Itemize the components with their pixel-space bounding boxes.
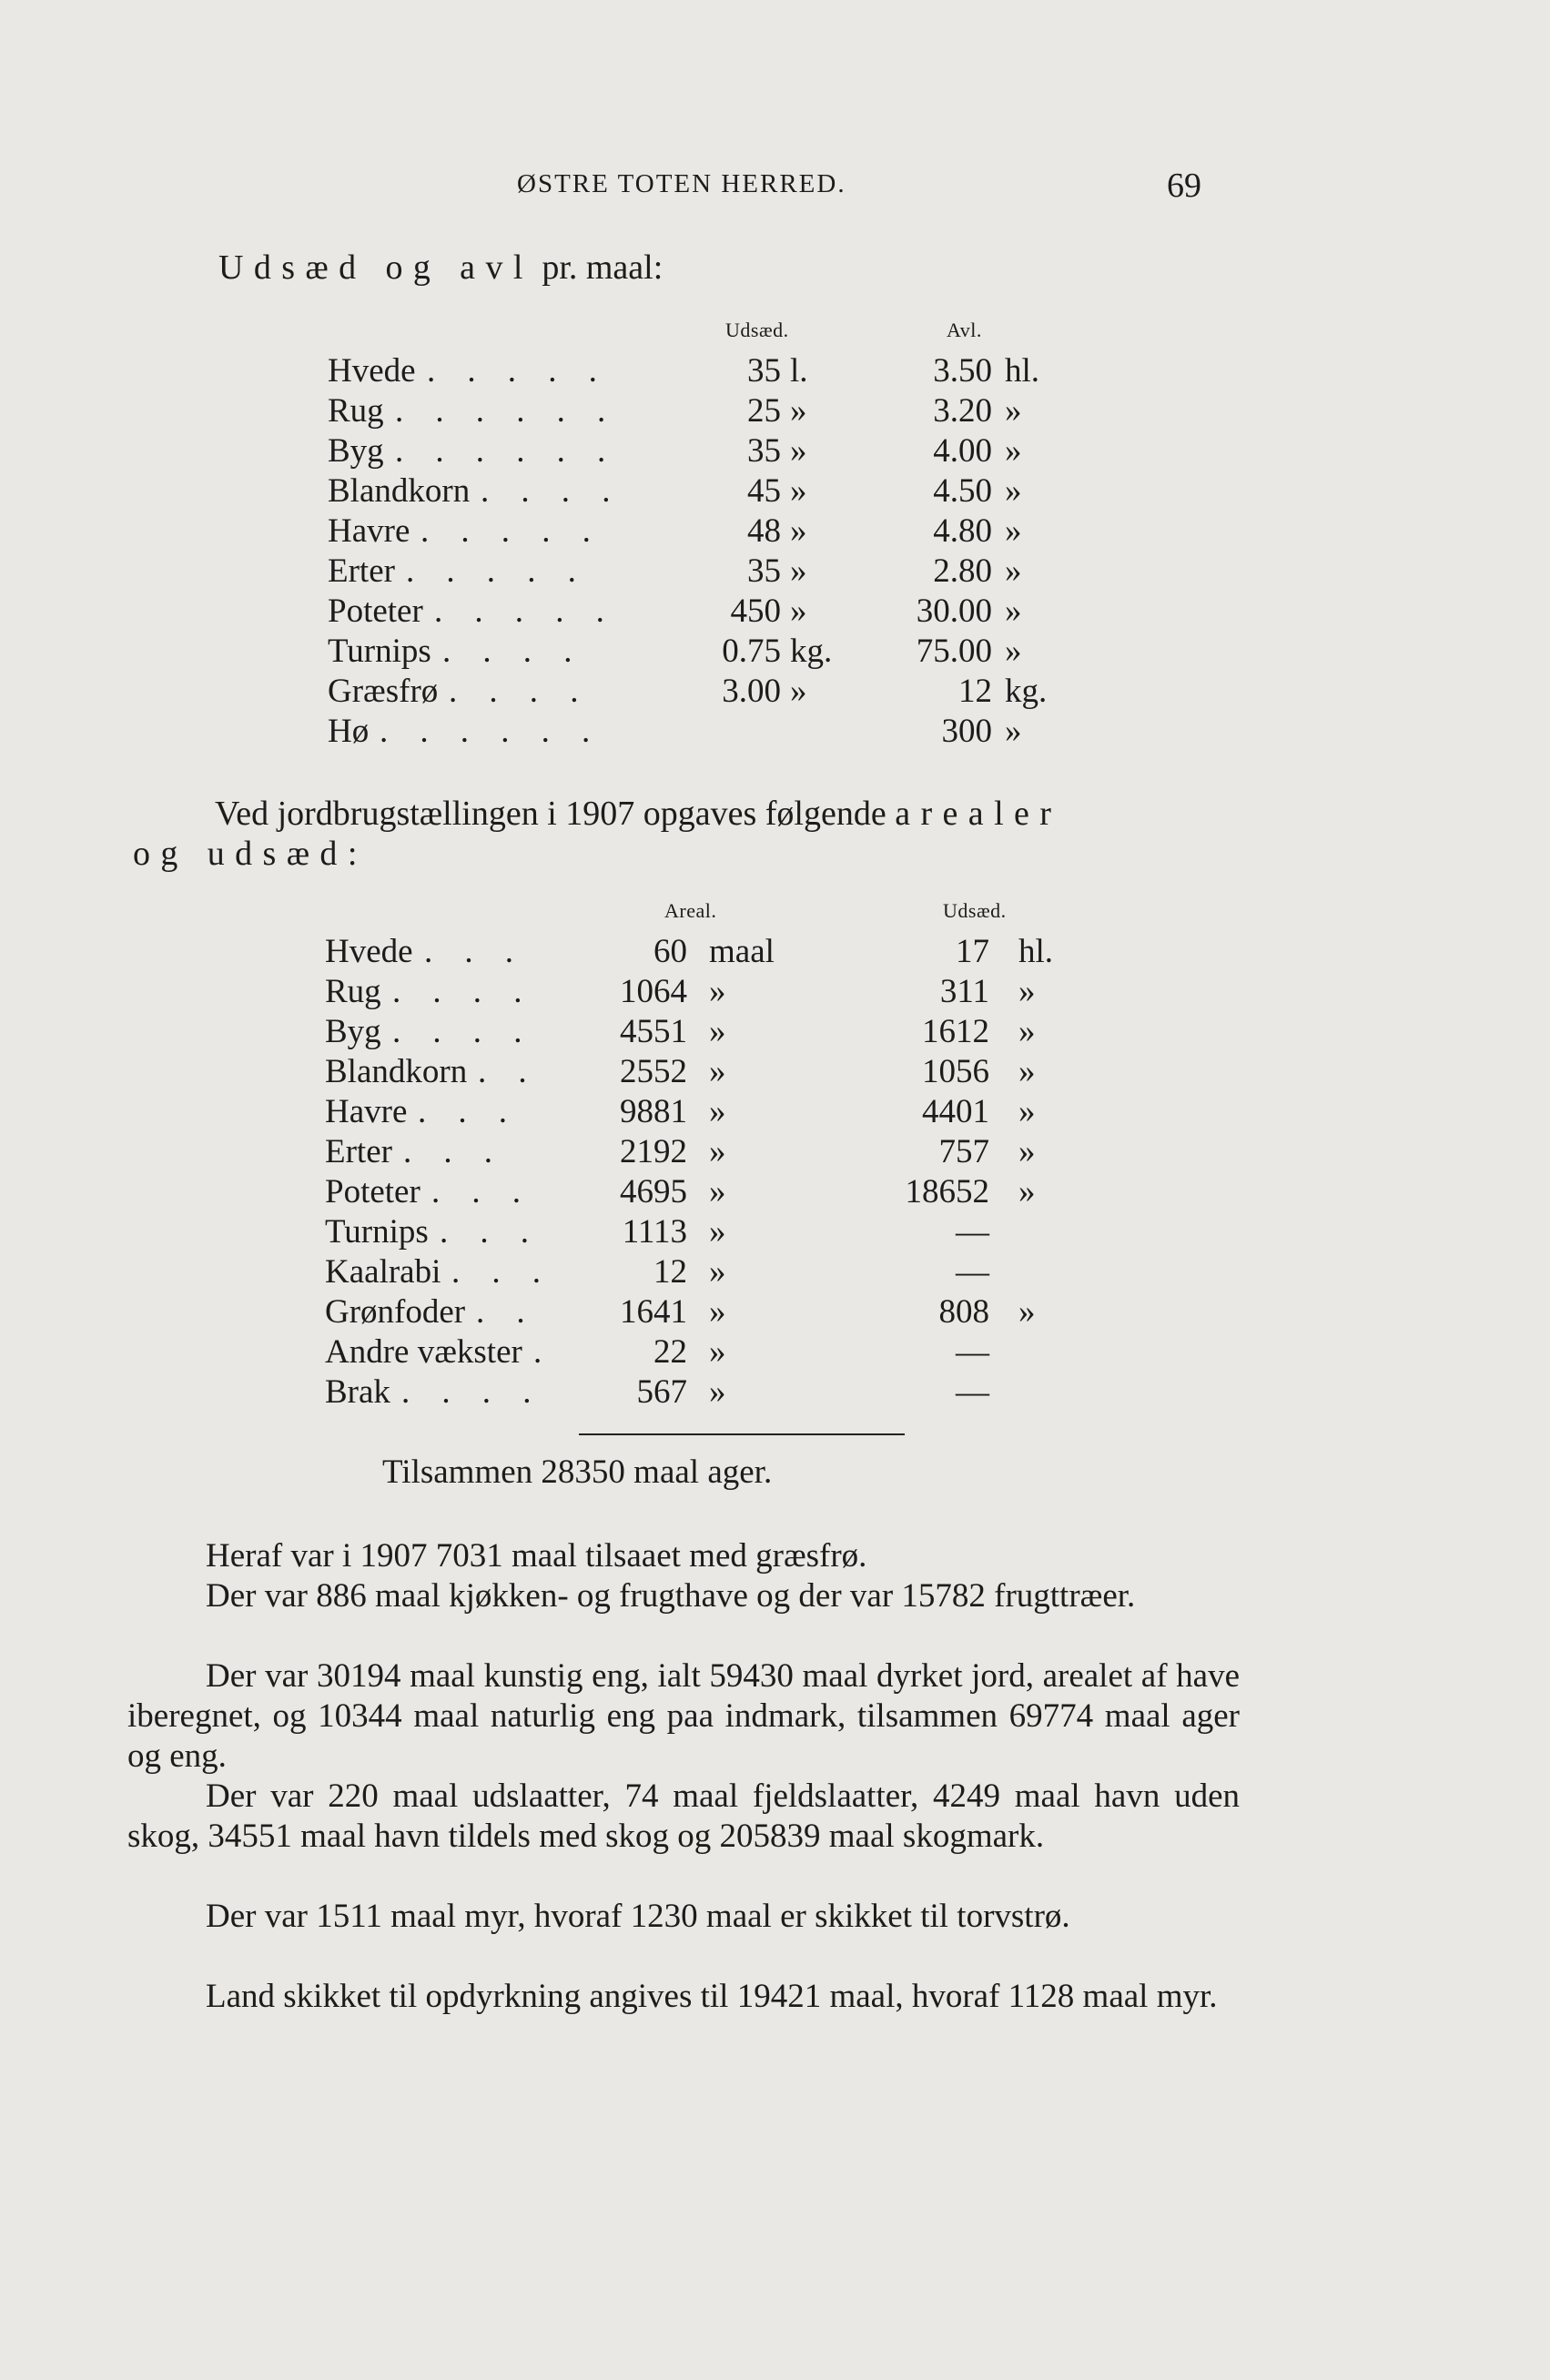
- area-value: 2552: [620, 1053, 687, 1090]
- crop-name: Rug: [325, 973, 381, 1010]
- paragraph-5: Der var 1511 maal myr, hvoraf 1230 maal er skikket til torvstrø.: [206, 1898, 1070, 1935]
- leader-dots: . . .: [418, 1093, 519, 1130]
- seed-value: 808: [938, 1293, 989, 1331]
- seed-value: 35: [747, 432, 781, 470]
- table-row: [328, 431, 1147, 471]
- leader-dots: . . .: [451, 1253, 552, 1291]
- leader-dots: . .: [476, 1293, 537, 1331]
- section2-intro-line2: og udsæd:: [133, 835, 368, 873]
- area-value: 12: [653, 1253, 687, 1291]
- paragraph-4: Der var 220 maal udslaatter, 74 maal fjeldslaatter, 4249 maal havn uden skog, 34551 maal havn tildels med skog og 205839 maal skogmark.: [127, 1777, 1240, 1855]
- leader-dots: . . . .: [392, 1013, 534, 1050]
- seed-unit: »: [1018, 1173, 1036, 1210]
- table-row: [325, 1132, 1144, 1172]
- crop-name: Erter: [325, 1133, 392, 1170]
- heading-rest: pr. maal:: [542, 248, 664, 287]
- seed-unit: »: [1018, 973, 1036, 1010]
- yield-value: 3.50: [933, 352, 992, 390]
- seed-value: —: [956, 1213, 989, 1251]
- leader-dots: . . . . . .: [395, 432, 618, 470]
- area-value: 2192: [620, 1133, 687, 1170]
- area-value: 4695: [620, 1173, 687, 1210]
- crop-name: Byg: [325, 1013, 381, 1050]
- seed-value: 25: [747, 392, 781, 430]
- leader-dots: . . . .: [401, 1373, 543, 1411]
- crop-name: Kaalrabi: [325, 1253, 441, 1291]
- seed-value: 45: [747, 472, 781, 510]
- table-row: [328, 471, 1147, 511]
- leader-dots: . . .: [403, 1133, 504, 1170]
- crop-name: Brak: [325, 1373, 390, 1411]
- yield-unit: »: [1005, 392, 1022, 430]
- seed-unit: »: [1018, 1053, 1036, 1090]
- paragraph-6: Land skikket til opdyrkning angives til 19421 maal, hvoraf 1128 maal myr.: [206, 1978, 1218, 2015]
- crop-name: Poteter: [325, 1173, 420, 1210]
- seed-value: 1612: [922, 1013, 989, 1050]
- table-row: [325, 1052, 1144, 1092]
- table-row: [328, 592, 1147, 632]
- seed-value: 17: [956, 933, 989, 970]
- seed-unit: l.: [790, 352, 808, 390]
- leader-dots: . . . .: [392, 973, 534, 1010]
- crop-name: Rug: [328, 392, 384, 430]
- leader-dots: . . .: [431, 1173, 532, 1210]
- seed-value: —: [956, 1373, 989, 1411]
- table-row: [325, 1252, 1144, 1292]
- crop-name: Andre vækster: [325, 1333, 522, 1371]
- total-line: Tilsammen 28350 maal ager.: [382, 1453, 773, 1491]
- crop-name: Blandkorn: [325, 1053, 468, 1090]
- seed-value: 1056: [922, 1053, 989, 1090]
- seed-unit: »: [790, 512, 807, 550]
- seed-unit: »: [790, 673, 807, 710]
- leader-dots: . . . . .: [434, 592, 616, 630]
- crop-name: Hø: [328, 713, 370, 750]
- leader-dots: . . . . .: [406, 552, 588, 590]
- seed-unit: hl.: [1018, 933, 1054, 970]
- leader-dots: . . . . .: [427, 352, 609, 390]
- table-row: [325, 1012, 1144, 1052]
- area-unit: »: [709, 1013, 726, 1050]
- table-row: [325, 1372, 1144, 1413]
- running-title: ØSTRE TOTEN HERRED.: [517, 169, 846, 198]
- area-unit: »: [709, 1333, 726, 1371]
- crop-name: Grønfoder: [325, 1293, 466, 1331]
- area-value: 1641: [620, 1293, 687, 1331]
- seed-value: 0.75: [722, 633, 781, 670]
- yield-value: 75.00: [916, 633, 992, 670]
- seed-value: 35: [747, 352, 781, 390]
- leader-dots: . . .: [440, 1213, 541, 1251]
- table-row: [328, 712, 1147, 752]
- crop-name: Hvede: [325, 933, 413, 970]
- table-row: [328, 552, 1147, 592]
- crop-name: Blandkorn: [328, 472, 471, 510]
- yield-value: 4.50: [933, 472, 992, 510]
- table-row: [328, 391, 1147, 431]
- seed-yield-table: [328, 351, 1147, 752]
- crop-name: Havre: [325, 1093, 408, 1130]
- leader-dots: . . . .: [449, 673, 591, 710]
- yield-value: 3.20: [933, 392, 992, 430]
- table-row: [325, 1332, 1144, 1372]
- table-row: [325, 1092, 1144, 1132]
- seed-value: 4401: [922, 1093, 989, 1130]
- area-unit: »: [709, 973, 726, 1010]
- seed-unit: »: [790, 432, 807, 470]
- crop-name: Turnips: [328, 633, 431, 670]
- leader-dots: . . . . .: [420, 512, 603, 550]
- yield-unit: »: [1005, 472, 1022, 510]
- area-unit: »: [709, 1053, 726, 1090]
- seed-unit: »: [790, 392, 807, 430]
- yield-value: 2.80: [933, 552, 992, 590]
- seed-unit: »: [1018, 1093, 1036, 1130]
- col-header-seed2: Udsæd.: [943, 899, 1007, 922]
- area-unit: »: [709, 1293, 726, 1331]
- crop-name: Havre: [328, 512, 410, 550]
- yield-value: 30.00: [916, 592, 992, 630]
- yield-unit: hl.: [1005, 352, 1040, 390]
- area-unit: »: [709, 1093, 726, 1130]
- area-unit: »: [709, 1133, 726, 1170]
- crop-name: Turnips: [325, 1213, 429, 1251]
- seed-value: 18652: [905, 1173, 989, 1210]
- paragraph-1: Heraf var i 1907 7031 maal tilsaaet med græsfrø.: [206, 1537, 867, 1575]
- seed-unit: kg.: [790, 633, 833, 670]
- page-header: [0, 169, 1550, 215]
- section1-heading: [218, 248, 663, 288]
- yield-value: 12: [958, 673, 992, 710]
- area-unit: »: [709, 1253, 726, 1291]
- crop-name: Erter: [328, 552, 395, 590]
- area-value: 1113: [622, 1213, 687, 1251]
- area-unit: »: [709, 1213, 726, 1251]
- yield-unit: kg.: [1005, 673, 1048, 710]
- table-row: [325, 932, 1144, 972]
- leader-dots: . .: [478, 1053, 539, 1090]
- seed-value: 3.00: [722, 673, 781, 710]
- area-value: 60: [653, 933, 687, 970]
- table-row: [325, 1212, 1144, 1252]
- col-header-area: Areal.: [664, 899, 717, 922]
- leader-dots: . . .: [424, 933, 525, 970]
- yield-unit: »: [1005, 633, 1022, 670]
- area-value: 567: [636, 1373, 687, 1411]
- intro-spaced: arealer: [895, 795, 1062, 833]
- leader-dots: . . . . . .: [380, 713, 603, 750]
- seed-value: 35: [747, 552, 781, 590]
- seed-value: 311: [939, 973, 989, 1010]
- table-row: [325, 972, 1144, 1012]
- crop-name: Poteter: [328, 592, 423, 630]
- yield-value: 300: [941, 713, 992, 750]
- heading-spaced: Udsæd og avl: [218, 248, 533, 287]
- area-unit: maal: [709, 933, 775, 970]
- table-row: [325, 1172, 1144, 1212]
- crop-name: Græsfrø: [328, 673, 439, 710]
- seed-unit: »: [790, 472, 807, 510]
- yield-unit: »: [1005, 432, 1022, 470]
- area-unit: »: [709, 1373, 726, 1411]
- table-row: [325, 1292, 1144, 1332]
- col-header-yield: Avl.: [947, 319, 982, 341]
- leader-dots: . . . . . .: [395, 392, 618, 430]
- yield-unit: »: [1005, 592, 1022, 630]
- col-header-seed: Udsæd.: [725, 319, 789, 341]
- area-seed-table: [325, 932, 1144, 1423]
- paragraph-3: Der var 30194 maal kunstig eng, ialt 59430 maal dyrket jord, arealet af have iberegnet, og 10344 maal naturlig eng paa indmark, tilsammen 69774 maal ager og eng.: [127, 1657, 1240, 1775]
- area-value: 1064: [620, 973, 687, 1010]
- seed-value: 48: [747, 512, 781, 550]
- seed-unit: »: [790, 592, 807, 630]
- leader-dots: . . . .: [481, 472, 623, 510]
- yield-unit: »: [1005, 512, 1022, 550]
- crop-name: Byg: [328, 432, 384, 470]
- yield-unit: »: [1005, 552, 1022, 590]
- area-value: 9881: [620, 1093, 687, 1130]
- table-row: [328, 632, 1147, 672]
- yield-value: 4.80: [933, 512, 992, 550]
- table-row: [328, 672, 1147, 712]
- crop-name: Hvede: [328, 352, 416, 390]
- leader-dots: . . . .: [442, 633, 584, 670]
- seed-value: —: [956, 1333, 989, 1371]
- seed-unit: »: [1018, 1293, 1036, 1331]
- page-number: 69: [1167, 167, 1201, 205]
- area-value: 4551: [620, 1013, 687, 1050]
- seed-value: —: [956, 1253, 989, 1291]
- area-unit: »: [709, 1173, 726, 1210]
- seed-value: 757: [938, 1133, 989, 1170]
- yield-value: 4.00: [933, 432, 992, 470]
- yield-unit: »: [1005, 713, 1022, 750]
- paragraph-2: Der var 886 maal kjøkken- og frugthave og der var 15782 frugttræer.: [206, 1577, 1136, 1615]
- table-row: [328, 351, 1147, 391]
- section2-intro-line1: [215, 794, 1061, 834]
- seed-unit: »: [1018, 1133, 1036, 1170]
- table-row: [328, 511, 1147, 552]
- intro-text: Ved jordbrugstællingen i 1907 opgaves følgende: [215, 795, 886, 833]
- area-value: 22: [653, 1333, 687, 1371]
- seed-value: 450: [730, 592, 781, 630]
- seed-unit: »: [1018, 1013, 1036, 1050]
- total-rule: [579, 1433, 905, 1435]
- leader-dots: .: [533, 1333, 554, 1371]
- seed-unit: »: [790, 552, 807, 590]
